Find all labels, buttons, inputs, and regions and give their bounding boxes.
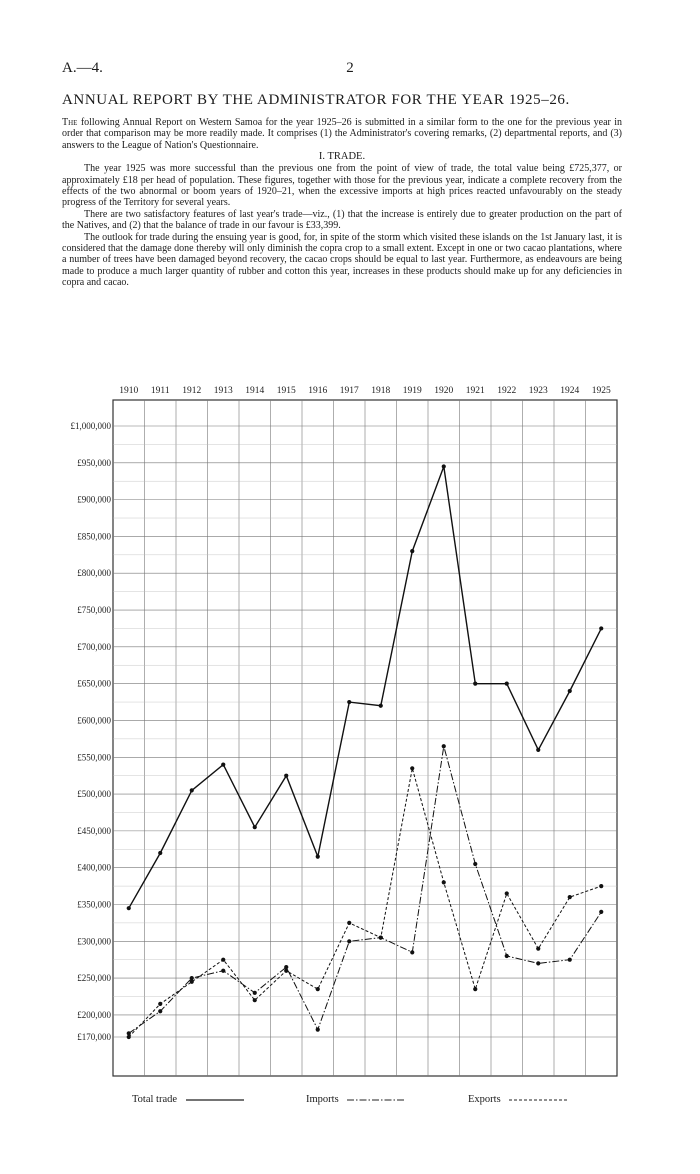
legend-item-total-trade bbox=[132, 1094, 244, 1105]
y-tick-label: £800,000 bbox=[77, 568, 111, 579]
data-point-imports bbox=[599, 910, 603, 914]
data-point-imports bbox=[410, 950, 414, 954]
intro-paragraph bbox=[62, 117, 622, 151]
data-point-imports bbox=[505, 954, 509, 958]
y-tick-label: £250,000 bbox=[77, 973, 111, 984]
x-tick-label: 1910 bbox=[119, 386, 139, 396]
data-point-total-trade bbox=[505, 682, 509, 686]
data-point-total-trade bbox=[599, 626, 603, 630]
legend-label-imports: Imports bbox=[306, 1094, 339, 1105]
data-point-imports bbox=[536, 961, 540, 965]
x-tick-label: 1913 bbox=[213, 386, 233, 396]
data-point-imports bbox=[284, 965, 288, 969]
x-tick-label: 1920 bbox=[434, 386, 454, 396]
data-point-imports bbox=[442, 744, 446, 748]
x-tick-label: 1917 bbox=[339, 386, 359, 396]
data-point-exports bbox=[599, 884, 603, 888]
y-tick-label: £650,000 bbox=[77, 678, 111, 689]
legend-item-imports bbox=[306, 1094, 405, 1105]
data-point-exports bbox=[505, 891, 509, 895]
x-tick-label: 1924 bbox=[560, 386, 580, 396]
x-tick-label: 1914 bbox=[245, 386, 265, 396]
legend-item-exports bbox=[468, 1094, 567, 1105]
data-point-total-trade bbox=[347, 700, 351, 704]
x-tick-label: 1921 bbox=[465, 386, 485, 396]
trade-line-chart bbox=[0, 380, 700, 1085]
data-point-exports bbox=[158, 1002, 162, 1006]
y-tick-label: £200,000 bbox=[77, 1009, 111, 1020]
data-point-exports bbox=[127, 1035, 131, 1039]
legend-label-total-trade: Total trade bbox=[132, 1094, 178, 1105]
data-point-total-trade bbox=[379, 704, 383, 708]
data-point-imports bbox=[253, 991, 257, 995]
data-point-total-trade bbox=[221, 763, 225, 767]
y-tick-label: £450,000 bbox=[77, 825, 111, 836]
y-tick-label: £300,000 bbox=[77, 936, 111, 947]
data-point-exports bbox=[316, 987, 320, 991]
x-tick-label: 1919 bbox=[402, 386, 422, 396]
data-point-exports bbox=[379, 936, 383, 940]
y-tick-label: £600,000 bbox=[77, 715, 111, 726]
legend-line-dash-dot bbox=[347, 1097, 405, 1103]
data-point-imports bbox=[347, 939, 351, 943]
y-tick-label: £950,000 bbox=[77, 457, 111, 468]
x-tick-label: 1923 bbox=[528, 386, 548, 396]
data-point-total-trade bbox=[316, 855, 320, 859]
x-tick-label: 1925 bbox=[591, 386, 611, 396]
data-point-total-trade bbox=[127, 906, 131, 910]
data-point-imports bbox=[316, 1028, 320, 1032]
data-point-exports bbox=[347, 921, 351, 925]
paragraph-2: There are two satisfactory features of last year's trade—viz., (1) that the increase is entirely due to greater production on the part of the Natives, and (2) that the balance of trade in our favour is £33,399. bbox=[62, 208, 622, 232]
y-tick-label: £1,000,000 bbox=[70, 421, 111, 431]
x-tick-label: 1915 bbox=[276, 386, 296, 396]
data-point-imports bbox=[473, 862, 477, 866]
page-number: 2 bbox=[346, 60, 354, 76]
y-tick-label: £750,000 bbox=[77, 605, 111, 616]
paragraph-1: The year 1925 was more successful than the previous one from the point of view of trade, the total value being £725,377, or approximately £18 per head of population. These figures, together with those for the previous year, indicate a complete recovery from the effects of the two abnormal or boom years of 1920–21, when the excessive imports at high prices reacted unfavourably on the steady progress of the Territory for several years. bbox=[62, 163, 622, 209]
data-point-imports bbox=[158, 1009, 162, 1013]
document-reference: A.—4. bbox=[62, 60, 103, 76]
legend-label-exports: Exports bbox=[468, 1094, 501, 1105]
data-point-total-trade bbox=[473, 682, 477, 686]
paragraph-3: The outlook for trade during the ensuing year is good, for, in spite of the storm which visited these islands on the 1st January last, it is considered that the damage done thereby will only diminish the copra crop to a small extent. Except in one or two cacao plantations, where a number of trees have been damaged beyond recovery, the cacao crops should be equal to last year. Furthermore, as endeavours are being made to produce a much larger quantity of rubber and cotton this year, increases in these products should make up for any deficiencies in copra and cacao. bbox=[62, 231, 622, 289]
x-tick-label: 1916 bbox=[308, 386, 328, 396]
data-point-exports bbox=[410, 766, 414, 770]
data-point-exports bbox=[536, 947, 540, 951]
data-point-exports bbox=[221, 958, 225, 962]
data-point-exports bbox=[442, 880, 446, 884]
page-title: ANNUAL REPORT BY THE ADMINISTRATOR FOR THE YEAR 1925–26. bbox=[62, 92, 570, 108]
x-tick-label: 1918 bbox=[371, 386, 391, 396]
y-tick-label: £700,000 bbox=[77, 641, 111, 652]
y-tick-label: £170,000 bbox=[77, 1032, 111, 1042]
y-tick-label: £350,000 bbox=[77, 899, 111, 910]
data-point-imports bbox=[568, 958, 572, 962]
data-point-imports bbox=[190, 976, 194, 980]
data-point-exports bbox=[253, 998, 257, 1002]
x-tick-label: 1922 bbox=[497, 386, 517, 396]
x-tick-label: 1911 bbox=[150, 386, 170, 396]
data-point-exports bbox=[568, 895, 572, 899]
data-point-total-trade bbox=[284, 774, 288, 778]
data-point-imports bbox=[221, 969, 225, 973]
section-heading: I. TRADE. bbox=[318, 151, 366, 163]
data-point-total-trade bbox=[253, 825, 257, 829]
legend-line-solid bbox=[186, 1097, 244, 1103]
data-point-total-trade bbox=[190, 788, 194, 792]
legend-line-dashed bbox=[509, 1097, 567, 1103]
intro-lead-word: The bbox=[62, 117, 78, 128]
data-point-exports bbox=[284, 969, 288, 973]
data-point-total-trade bbox=[410, 549, 414, 553]
data-point-total-trade bbox=[158, 851, 162, 855]
x-tick-label: 1912 bbox=[182, 386, 202, 396]
y-tick-label: £900,000 bbox=[77, 494, 111, 505]
data-point-exports bbox=[190, 980, 194, 984]
intro-text: following Annual Report on Western Samoa for the year 1925–26 is submitted in a similar form to the one for the previous year in order that comparison may be more readily made. It comprises (1) the Administrator's covering remarks, (2) departmental reports, and (3) answers to the League of Nation's Questionnaire. bbox=[62, 117, 622, 151]
report-body bbox=[62, 117, 622, 289]
y-tick-label: £850,000 bbox=[77, 531, 111, 542]
data-point-total-trade bbox=[536, 748, 540, 752]
y-tick-label: £550,000 bbox=[77, 752, 111, 763]
data-point-exports bbox=[473, 987, 477, 991]
data-point-total-trade bbox=[568, 689, 572, 693]
y-tick-label: £500,000 bbox=[77, 789, 111, 800]
y-tick-label: £400,000 bbox=[77, 862, 111, 873]
data-point-total-trade bbox=[442, 464, 446, 468]
